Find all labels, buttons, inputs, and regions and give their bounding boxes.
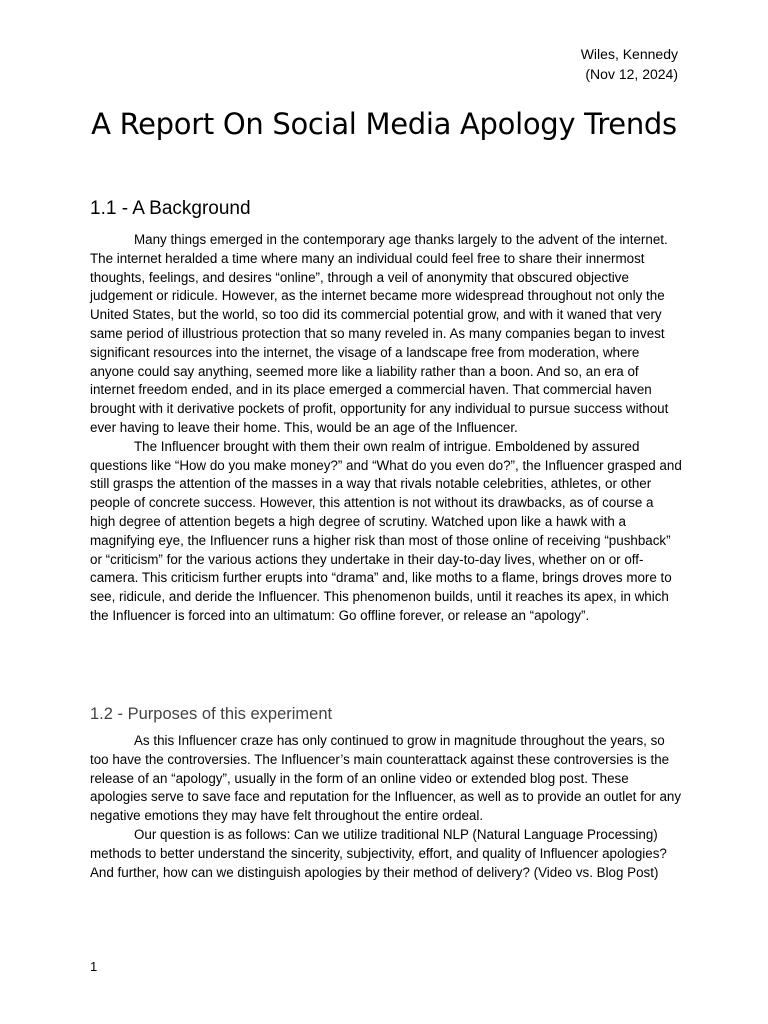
author-name: Wiles, Kennedy <box>580 46 678 62</box>
document-date: (Nov 12, 2024) <box>585 66 678 82</box>
section-background <box>90 195 682 626</box>
document-header <box>581 44 678 84</box>
page-number: 1 <box>90 959 98 974</box>
section-heading: 1.1 - A Background <box>90 198 251 219</box>
paragraph: The Influencer brought with them their own realm of intrigue. Emboldened by assured questions like “How do you make money?” and “What do you even do?”, the Influencer grasped and still grasps the attention of the masses in a way that rivals notable celebrities, athletes, or other people of concrete success. However, this attention is not without its drawbacks, as of course a high degree of attention begets a high degree of scrutiny. Watched upon like a hawk with a magnifying eye, the Influencer runs a higher risk than most of those online of receiving “pushback” or “criticism” for the various actions they undertake in their day-to-day lives, whether on or off-camera. This criticism further erupts into “drama” and, like moths to a flame, brings droves more to see, ridicule, and deride the Influencer. This phenomenon builds, until it reaches its apex, in which the Influencer is forced into an ultimatum: Go offline forever, or release an “apology”. <box>90 438 682 623</box>
paragraph: Our question is as follows: Can we utilize traditional NLP (Natural Language Processing) methods to better understand the sincerity, subjectivity, effort, and quality of Influencer apologies? And further, how can we distinguish apologies by their method of delivery? (Video vs. Blog Post) <box>90 826 667 880</box>
paragraph: As this Influencer craze has only continued to grow in magnitude throughout the years, so too have the controversies. The Influencer’s main counterattack against these controversies is the release of an “apology”, usually in the form of an online video or extended blog post. These apologies serve to save face and reputation for the Influencer, as well as to provide an outlet for any negative emotions they may have felt throughout the entire ordeal. <box>90 733 682 824</box>
section-heading: 1.2 - Purposes of this experiment <box>90 705 333 723</box>
paragraph: Many things emerged in the contemporary age thanks largely to the advent of the internet. The internet heralded a time where many an individual could feel free to share their innermost thoughts, feelings, and desires “online”, through a veil of anonymity that obscured objective judgement or ridicule. However, as the internet became more widespread throughout not only the United States, but the world, so too did its commercial potential grow, and with it waned that very same period of illustrious protection that so many reveled in. As many companies began to invest significant resources into the internet, the visage of a landscape free from moderation, where anyone could say anything, seemed more like a liability rather than a boon. And so, an era of internet freedom ended, and in its place emerged a commercial haven. That commercial haven brought with it derivative pockets of profit, opportunity for any individual to pursue success without ever having to leave their home. This, would be an age of the Influencer. <box>90 232 669 435</box>
section-purposes <box>90 702 682 882</box>
document-title: A Report On Social Media Apology Trends <box>91 107 677 141</box>
